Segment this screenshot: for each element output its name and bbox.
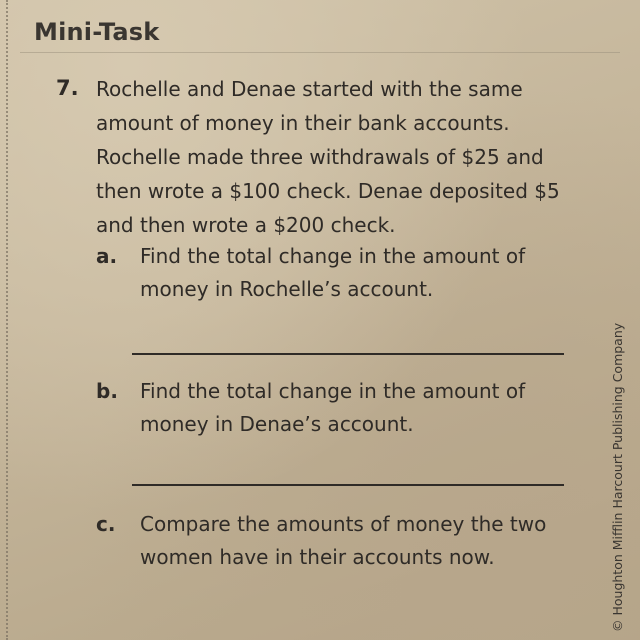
header-divider: [20, 52, 620, 53]
part-a-letter: a.: [96, 244, 118, 268]
answer-line-b[interactable]: [132, 484, 564, 486]
copyright-notice: © Houghton Mifflin Harcourt Publishing Company: [610, 322, 625, 632]
part-a-question: Find the total change in the amount of money in Rochelle’s account.: [140, 244, 526, 301]
part-a: [96, 240, 566, 320]
part-b-letter: b.: [96, 379, 118, 403]
part-b-question: Find the total change in the amount of money in Denae’s account.: [140, 379, 526, 436]
problem-statement: Rochelle and Denae started with the same amount of money in their bank accounts. Rochelle made three withdrawals of $25 and then wrote a $100 check. Denae deposited $5 and then wrote a $200 check.: [96, 77, 560, 237]
answer-line-a[interactable]: [132, 353, 564, 355]
perforated-edge: [6, 0, 8, 640]
part-c: [96, 508, 566, 618]
section-title: Mini-Task: [34, 18, 160, 46]
problem-number: 7.: [56, 76, 79, 100]
part-c-question: Compare the amounts of money the two women have in their accounts now.: [140, 512, 547, 569]
part-b: [96, 375, 566, 455]
part-c-letter: c.: [96, 512, 116, 536]
